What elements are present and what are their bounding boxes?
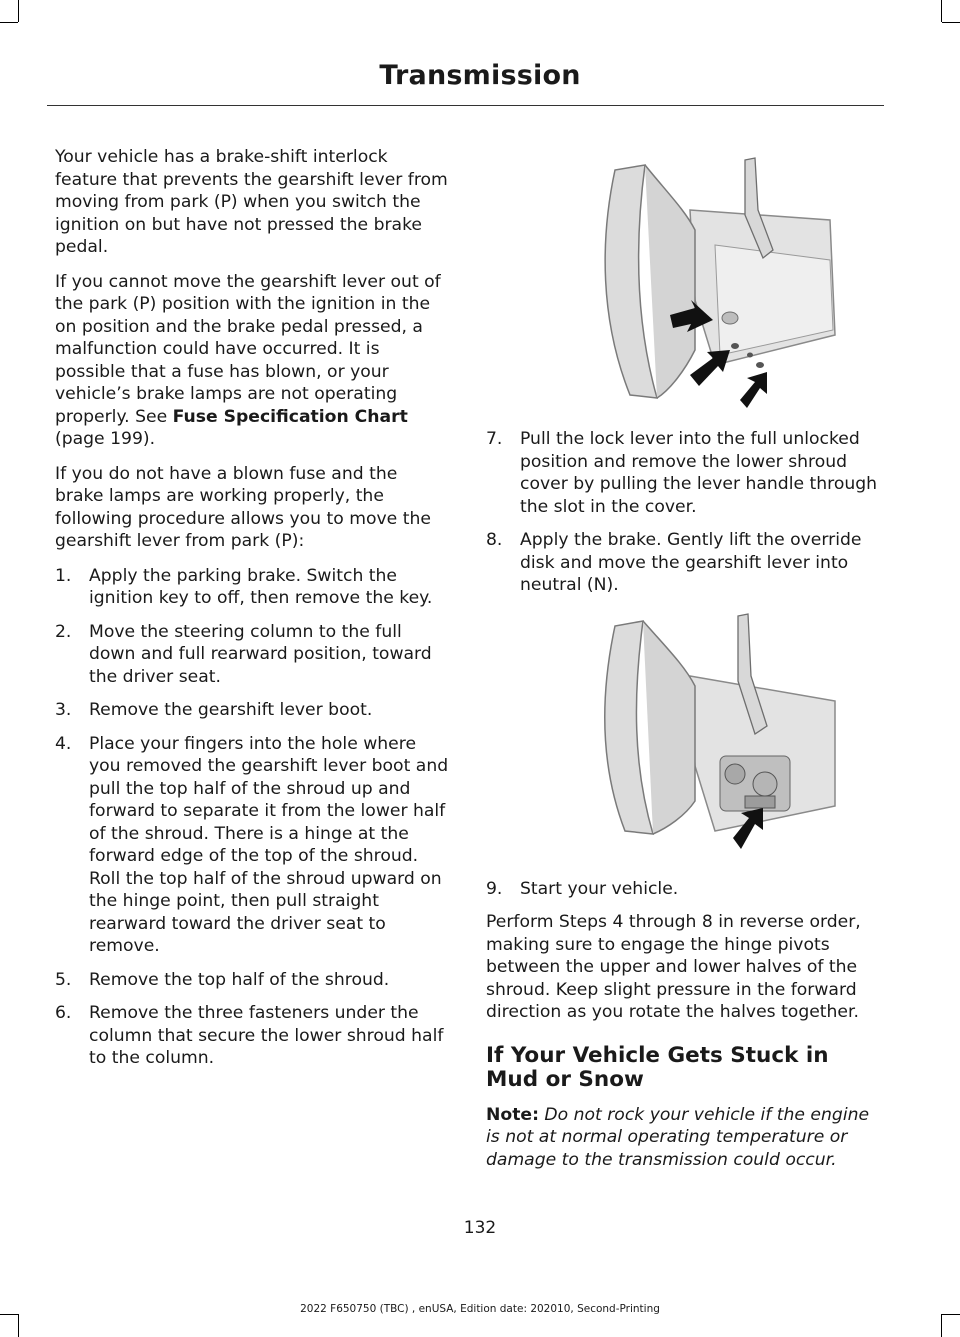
list-item [55, 621, 450, 689]
header-divider [47, 105, 884, 106]
override-disk-illustration [595, 606, 840, 849]
step-number: 1. [55, 565, 72, 586]
steering-column-fasteners-illustration [595, 150, 840, 408]
list-item [55, 969, 450, 992]
list-item [486, 428, 884, 518]
reverse-order-paragraph: Perform Steps 4 through 8 in reverse order, making sure to engage the hinge pivots between the upper and lower halves of the shroud. Keep slight pressure in the forward direction as you rotate the halves together. [486, 912, 861, 1022]
step-text: Place your fingers into the hole where you removed the gearshift lever boot and pull the top half of the shroud up and forward to separate it from the lower half of the shroud. There is a hinge at the forward edge of the top of the shroud. Roll the top half of the shroud upward on the hinge point, then pull straight rearward toward the driver seat to remove. [89, 733, 449, 956]
step-number: 2. [55, 621, 72, 642]
footer-text: 2022 F650750 (TBC) , enUSA, Edition date: 202010, Second-Printing [300, 1303, 660, 1315]
note-label: Note: [486, 1104, 539, 1125]
crop-mark [941, 0, 942, 22]
list-item [55, 733, 450, 958]
note-paragraph [486, 1104, 884, 1172]
page-title: Transmission [379, 60, 581, 91]
step-number: 7. [486, 429, 503, 449]
page-reference: (page 199). [55, 429, 156, 449]
step-number: 5. [55, 969, 72, 990]
step-number: 8. [486, 530, 503, 550]
list-item [486, 529, 884, 597]
step-text: Pull the lock lever into the full unlocked position and remove the lower shroud cover by pulling the lever handle through the slot in the cover. [520, 429, 878, 517]
step-number: 3. [55, 700, 72, 720]
list-item [55, 565, 450, 610]
step-text: Apply the parking brake. Switch the ignition key to off, then remove the key. [89, 565, 433, 608]
step-text: Remove the gearshift lever boot. [89, 700, 373, 720]
step-text: Apply the brake. Gently lift the override disk and move the gearshift lever into neutral (N). [520, 530, 862, 595]
crop-mark [18, 0, 19, 22]
list-item [55, 699, 450, 722]
list-item [55, 1002, 450, 1070]
malfunction-paragraph [55, 271, 450, 451]
procedure-steps [55, 565, 450, 1070]
step-text: Remove the three fasteners under the column that secure the lower shroud half to the column. [89, 1003, 444, 1068]
crop-mark [18, 1314, 19, 1337]
section-heading: If Your Vehicle Gets Stuck in Mud or Snow [486, 1042, 829, 1092]
step-text: Move the steering column to the full down and full rearward position, toward the driver seat. [89, 621, 432, 687]
step-number: 6. [55, 1003, 72, 1023]
page-number: 132 [463, 1218, 497, 1238]
crop-mark [941, 1314, 942, 1337]
fuse-chart-link[interactable]: Fuse Specification Chart [172, 406, 408, 427]
malfunction-text: If you cannot move the gearshift lever out of the park (P) position with the ignition in the on position and the brake pedal pressed, a malfunction could have occurred. It is possible that a fuse has blown, or your vehicle’s brake lamps are not operating properly. See [55, 271, 441, 427]
step-text: Start your vehicle. [520, 878, 679, 899]
step-number: 4. [55, 733, 72, 754]
step-number: 9. [486, 878, 503, 899]
procedure-intro-paragraph: If you do not have a blown fuse and the brake lamps are working properly, the following procedure allows you to move the gearshift lever from park (P): [55, 463, 431, 551]
left-column [55, 146, 450, 1081]
note-text: Do not rock your vehicle if the engine is not at normal operating temperature or damage to the transmission could occur. [486, 1104, 870, 1170]
intro-paragraph: Your vehicle has a brake-shift interlock feature that prevents the gearshift lever from moving from park (P) when you switch the ignition on but have not pressed the brake pedal. [55, 147, 448, 257]
procedure-steps-continued [486, 428, 884, 597]
step-text: Remove the top half of the shroud. [89, 969, 390, 990]
crop-mark [942, 22, 960, 23]
list-item [486, 878, 884, 901]
crop-mark [0, 22, 18, 23]
procedure-steps-final [486, 878, 884, 901]
